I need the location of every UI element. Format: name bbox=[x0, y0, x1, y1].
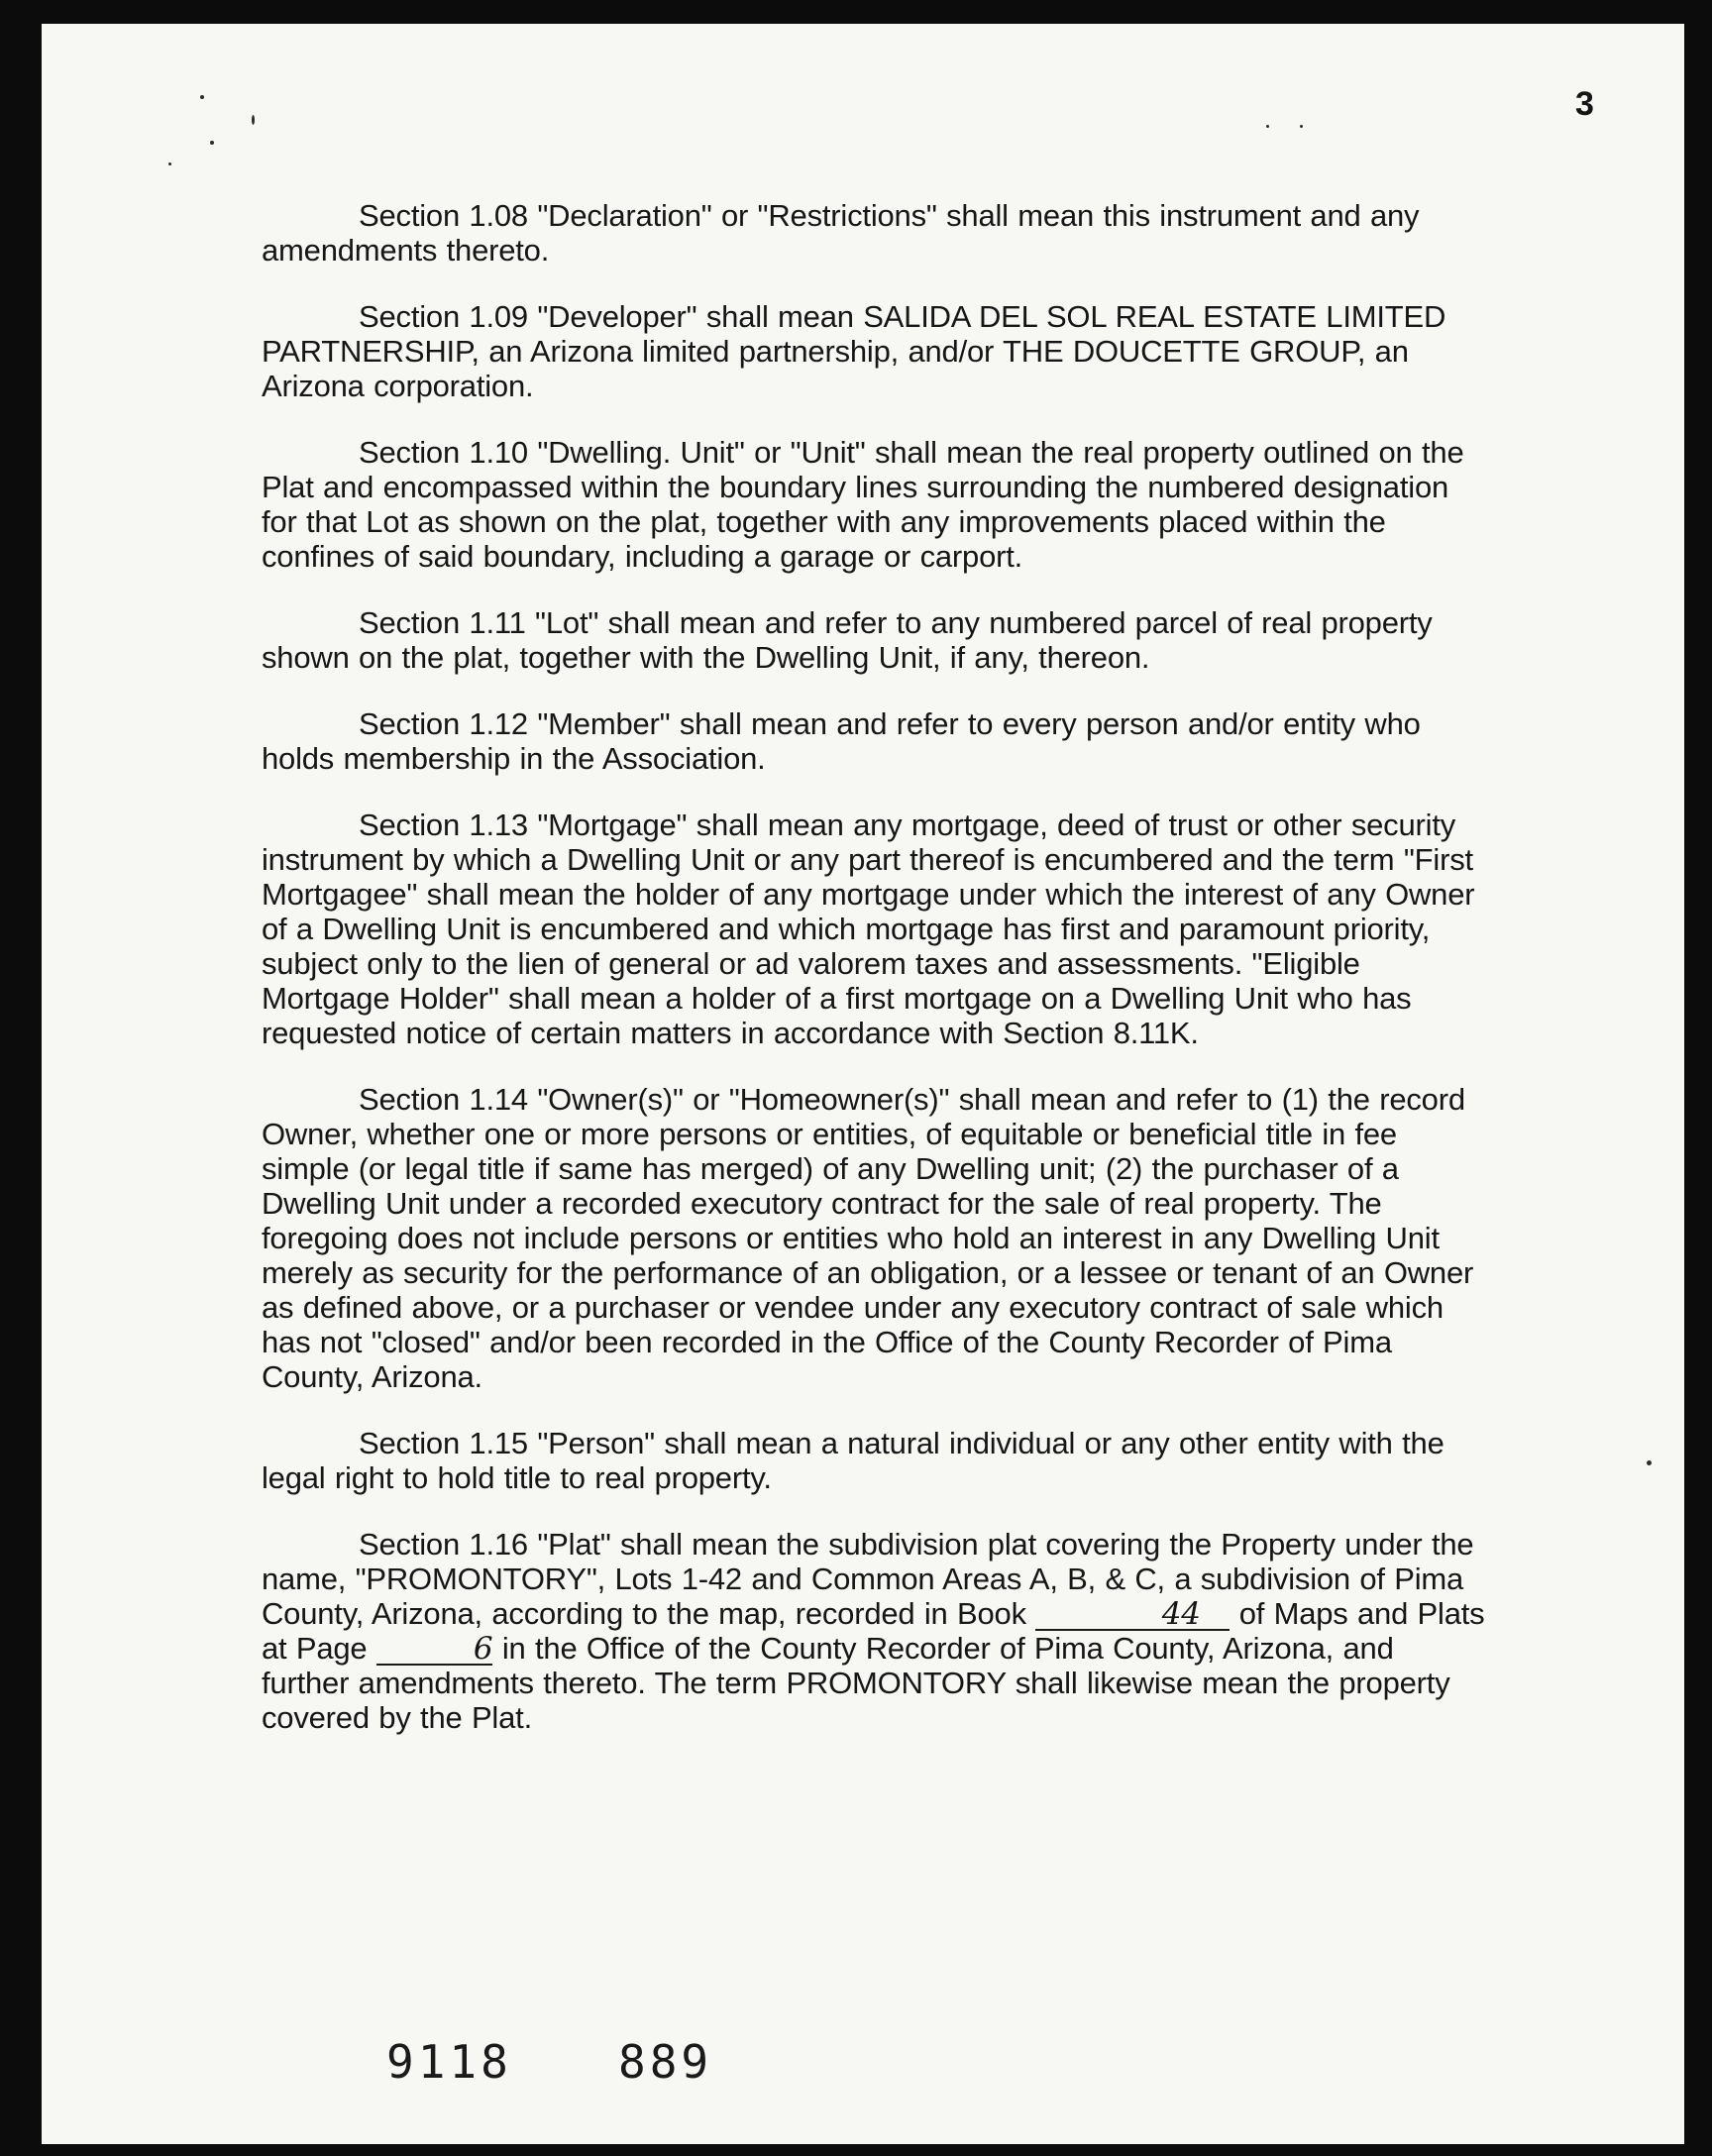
section-1-10: Section 1.10 "Dwelling. Unit" or "Unit" shall mean the real property outlined on the Plat and encompassed within the boundary lines surrounding the numbered designation for that Lot as shown on the plat, together with any improvements placed within the confines of said boundary, including a garage or carport. bbox=[262, 435, 1464, 574]
section-1-16-text-b: of Maps and Plats at Page bbox=[262, 1596, 1485, 1666]
scan-speck bbox=[168, 162, 171, 165]
scan-speck bbox=[210, 141, 214, 145]
section-1-16 bbox=[262, 1527, 1490, 1735]
scan-speck bbox=[252, 115, 255, 125]
section-1-15: Section 1.15 "Person" shall mean a natural individual or any other entity with the legal right to hold title to real property. bbox=[262, 1426, 1444, 1495]
section-1-14: Section 1.14 "Owner(s)" or "Homeowner(s)" shall mean and refer to (1) the record Owner, whether one or more persons or entities, of equitable or beneficial title in fee simple (or legal title if same has merged) of any Dwelling unit; (2) the purchaser of a Dwelling Unit under a recorded executory contract for the sale of real property. The foregoing does not include persons or entities who hold an interest in any Dwelling Unit merely as security for the performance of an obligation, or a lessee or tenant of an Owner as defined above, or a purchaser or vendee under any executory contract of sale which has not "closed" and/or been recorded in the Office of the County Recorder of Pima County, Arizona. bbox=[262, 1082, 1474, 1394]
section-1-11: Section 1.11 "Lot" shall mean and refer to any numbered parcel of real property shown on the plat, together with the Dwelling Unit, if any, thereon. bbox=[262, 605, 1433, 675]
section-1-09: Section 1.09 "Developer" shall mean SALIDA DEL SOL REAL ESTATE LIMITED PARTNERSHIP, an Arizona limited partnership, and/or THE DOUCETTE GROUP, an Arizona corporation. bbox=[262, 299, 1446, 403]
scan-speck bbox=[200, 95, 204, 99]
document-page bbox=[42, 24, 1684, 2144]
section-1-16-text-a: Section 1.16 "Plat" shall mean the subdivision plat covering the Property under the name, "PROMONTORY", Lots 1-42 and Common Areas A, B, & C, a subdivision of Pima County, Arizona, according to the map, recorded in Book bbox=[262, 1527, 1474, 1631]
page-number: 3 bbox=[1575, 85, 1594, 123]
section-1-16-text-c: in the Office of the County Recorder of Pima County, Arizona, and further amendments thereto. The term PROMONTORY shall likewise mean the property covered by the Plat. bbox=[262, 1631, 1450, 1735]
footer-page-number: 889 bbox=[618, 2035, 713, 2089]
handwritten-book-number: 44 bbox=[1035, 1599, 1230, 1631]
scan-speck bbox=[1266, 125, 1269, 128]
footer-docket-number: 9118 bbox=[386, 2035, 512, 2089]
section-1-13: Section 1.13 "Mortgage" shall mean any mortgage, deed of trust or other security instrument by which a Dwelling Unit or any part thereof is encumbered and the term "First Mortgagee" shall mean the holder of any mortgage under which the interest of any Owner of a Dwelling Unit is encumbered and which mortgage has first and paramount priority, subject only to the lien of general or ad valorem taxes and assessments. "Eligible Mortgage Holder" shall mean a holder of a first mortgage on a Dwelling Unit who has requested notice of certain matters in accordance with Section 8.11K. bbox=[262, 808, 1475, 1050]
document-body bbox=[262, 198, 1490, 1767]
section-1-12: Section 1.12 "Member" shall mean and refer to every person and/or entity who holds membership in the Association. bbox=[262, 706, 1421, 776]
section-1-08: Section 1.08 "Declaration" or "Restrictions" shall mean this instrument and any amendments thereto. bbox=[262, 198, 1420, 268]
scan-speck bbox=[1300, 125, 1303, 128]
scan-speck bbox=[1647, 1460, 1652, 1465]
handwritten-page-number: 6 bbox=[376, 1634, 493, 1666]
